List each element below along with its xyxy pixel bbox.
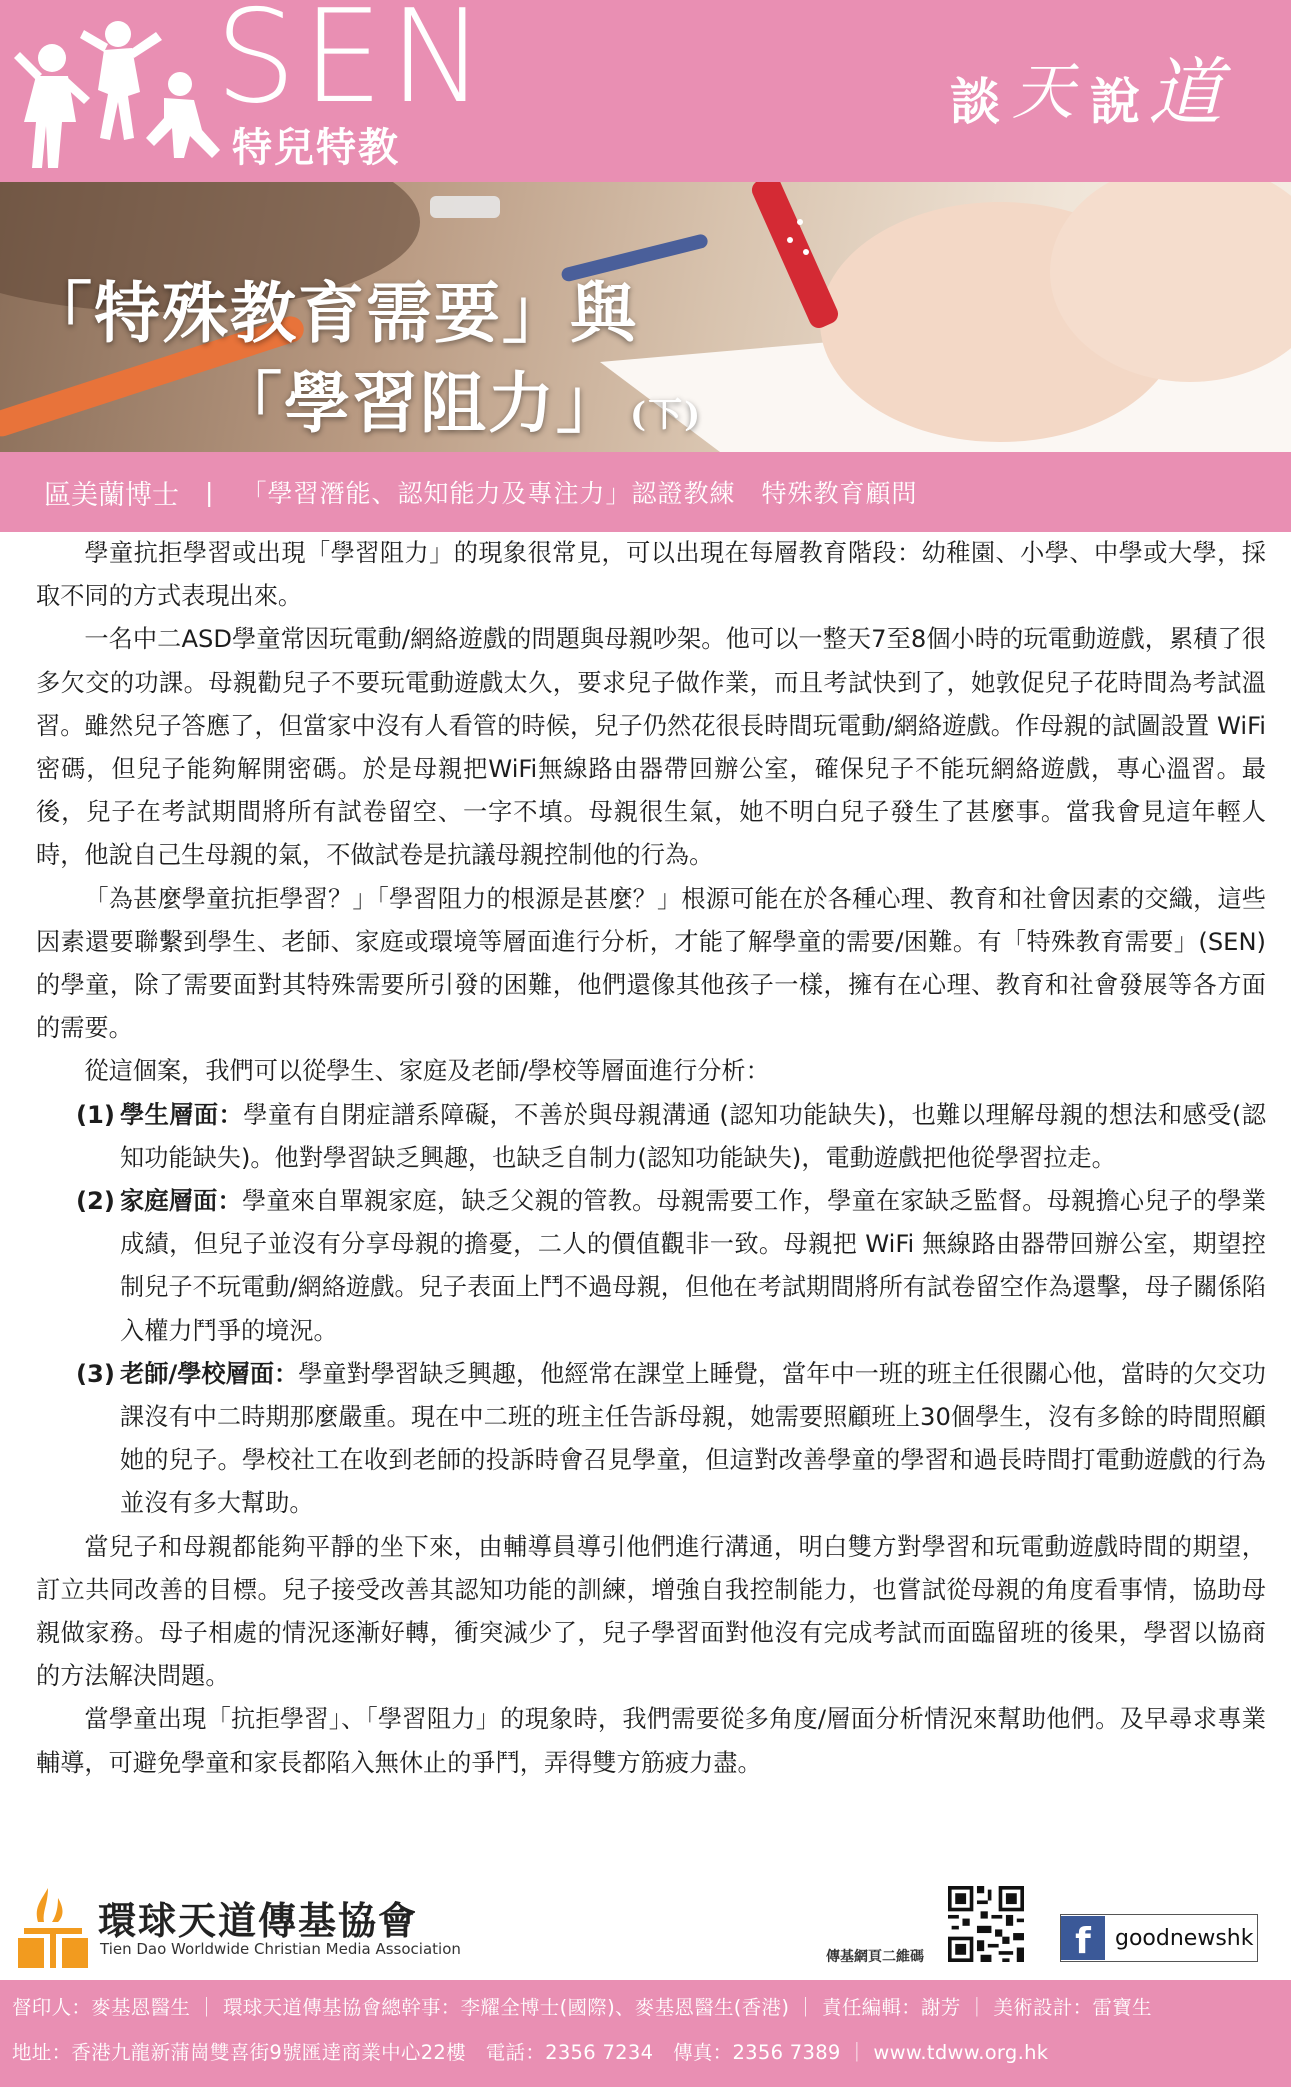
author-name: 區美蘭博士 — [44, 479, 179, 511]
item-heading: 家庭層面： — [120, 1187, 242, 1216]
column-char-4: 道 — [1148, 50, 1222, 136]
item-text: 學童有自閉症譜系障礙，不善於與母親溝通 (認知功能缺失)，也難以理解母親的想法和感受(認知功能缺失)。他對學習缺乏興趣，也缺乏自制力(認知功能缺失)，電動遊戲把他從學習拉走。 — [120, 1100, 1266, 1172]
organization-name-cn: 環球天道傳基協會 — [98, 1898, 419, 1943]
facebook-icon: f — [1061, 1916, 1105, 1960]
qr-code-label: 傳基網頁二維碼 — [826, 1949, 924, 1965]
article-title-line1: 「特殊教育需要」與 — [26, 274, 638, 352]
author-separator: | — [205, 477, 214, 507]
footer-credits: 督印人：麥基恩醫生 ｜ 環球天道傳基協會總幹事：李耀全博士(國際)、麥基恩醫生(香港) ｜ 責任編輯：謝芳 ｜ 美術設計：雷寶生 — [12, 1996, 1152, 2019]
sen-logo-subtitle: 特兒特教 — [232, 124, 400, 171]
item-text: 學童對學習缺乏興趣，他經常在課堂上睡覺，當年中一班的班主任很關心他，當時的欠交功課沒有中二時期那麼嚴重。現在中二班的班主任告訴母親，她需要照顧班上30個學生，沒有多餘的時間照顧她的兒子。學校社工在收到老師的投訴時會召見學童，但這對改善學童的學習和過長時間打電動遊戲的行為並沒有多大幫助。 — [120, 1359, 1266, 1518]
article-title-main: 「學習阻力」 — [216, 364, 624, 442]
article-body — [36, 532, 1266, 1785]
article-title-suffix: (下) — [630, 395, 703, 435]
paragraph-5: 當兒子和母親都能夠平靜的坐下來，由輔導員導引他們進行溝通，明白雙方對學習和玩電動遊戲時間的期望，訂立共同改善的目標。兒子接受改善其認知功能的訓練，增強自我控制能力，也嘗試從母親的角度看事情，協助母親做家務。母子相處的情況逐漸好轉，衝突減少了，兒子學習面對他沒有完成考試而面臨留班的後果，學習以協商的方法解決問題。 — [36, 1532, 1266, 1691]
facebook-handle: goodnewshk — [1115, 1925, 1254, 1951]
analysis-item-school — [76, 1353, 1266, 1526]
footer-bar — [0, 1980, 1291, 2087]
column-char-3: 說 — [1090, 72, 1140, 131]
article-title-line2 — [216, 350, 702, 445]
analysis-item-family — [76, 1180, 1266, 1353]
sen-logo-text: SEN — [215, 0, 491, 132]
organization-logo — [18, 1882, 461, 1972]
column-char-1: 談 — [950, 72, 1000, 131]
paragraph-6: 當學童出現「抗拒學習」、「學習阻力」的現象時，我們需要從多角度/層面分析情況來幫助他們。及早尋求專業輔導，可避免學童和家長都陷入無休止的爭鬥，弄得雙方筋疲力盡。 — [36, 1705, 1266, 1777]
analysis-item-student — [76, 1094, 1266, 1180]
paragraph-3: 「為甚麼學童抗拒學習？」「學習阻力的根源是甚麼？」根源可能在於各種心理、教育和社會因素的交織，這些因素還要聯繫到學生、老師、家庭或環境等層面進行分析，才能了解學童的需要/困難。有「特殊教育需要」(SEN) 的學童，除了需要面對其特殊需要所引發的困難，他們還像其他孩子一樣，擁有在心理、教育和社會發展等各方面的需要。 — [36, 884, 1266, 1043]
paragraph-2: 一名中二ASD學童常因玩電動/網絡遊戲的問題與母親吵架。他可以一整天7至8個小時的玩電動遊戲，累積了很多欠交的功課。母親勸兒子不要玩電動遊戲太久，要求兒子做作業，而且考試快到了，她敦促兒子花時間為考試溫習。雖然兒子答應了，但當家中沒有人看管的時候，兒子仍然花很長時間玩電動/網絡遊戲。作母親的試圖設置 WiFi 密碼，但兒子能夠解開密碼。於是母親把WiFi無線路由器帶回辦公室，確保兒子不能玩網絡遊戲，專心溫習。最後，兒子在考試期間將所有試卷留空、一字不填。母親很生氣，她不明白兒子發生了甚麼事。當我會見這年輕人時，他說自己生母親的氣，不做試卷是抗議母親控制他的行為。 — [36, 625, 1266, 870]
item-heading: 老師/學校層面： — [120, 1359, 299, 1388]
item-text: 學童來自單親家庭，缺乏父親的管教。母親需要工作，學童在家缺乏監督。母親擔心兒子的學業成績，但兒子並沒有分享母親的擔憂，二人的價值觀非一致。母親把 WiFi 無線路由器帶回辦公室，期望控制兒子不玩電動/網絡遊戲。兒子表面上鬥不過母親，但他在考試期間將所有試卷留空作為還擊，母子關係陷入權力鬥爭的境況。 — [120, 1187, 1266, 1345]
organization-name-en: Tien Dao Worldwide Christian Media Association — [100, 1940, 461, 1958]
column-name-logo — [950, 32, 1250, 152]
author-credentials: 「學習潛能、認知能力及專注力」認證教練 特殊教育顧問 — [241, 479, 918, 508]
facebook-link[interactable] — [1060, 1914, 1258, 1962]
children-silhouette-logo — [14, 18, 224, 178]
paragraph-1: 學童抗拒學習或出現「學習阻力」的現象很常見，可以出現在每層教育階段：幼稚園、小學、中學或大學，採取不同的方式表現出來。 — [36, 539, 1266, 611]
item-number: (1) — [76, 1100, 115, 1129]
header-banner — [0, 0, 1291, 182]
item-heading: 學生層面： — [120, 1100, 244, 1129]
paragraph-4: 從這個案，我們可以從學生、家庭及老師/學校等層面進行分析： — [84, 1057, 770, 1086]
tdww-flame-icon — [18, 1888, 88, 1968]
hero-banner — [0, 182, 1291, 452]
qr-code-icon — [948, 1886, 1024, 1962]
footer-contact: 地址：香港九龍新蒲崗雙喜街9號匯達商業中心22樓 電話：2356 7234 傳真：2356 7389 ｜ www.tdww.org.hk — [12, 2041, 1049, 2064]
item-number: (3) — [76, 1359, 115, 1388]
column-char-2: 天 — [1012, 55, 1075, 128]
author-bar — [0, 452, 1291, 532]
item-number: (2) — [76, 1187, 115, 1216]
